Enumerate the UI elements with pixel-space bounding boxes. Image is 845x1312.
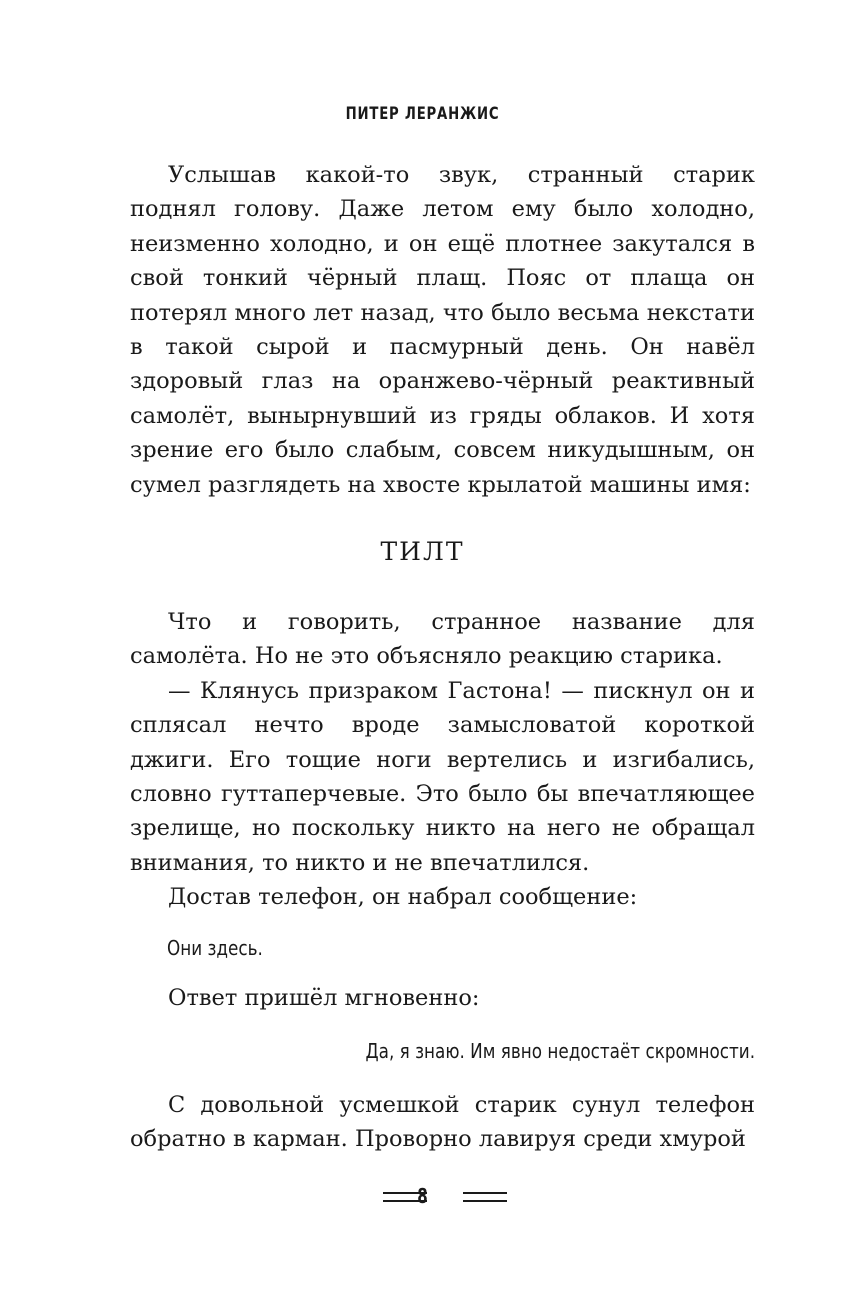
- paragraph-4: Достав телефон, он набрал сообщение:: [168, 884, 638, 911]
- text-block-middle: [130, 605, 755, 915]
- page-number: 8: [417, 1184, 428, 1208]
- paragraph-6: С довольной усмешкой старик сунул телефон обратно в карман. Проворно лавируя среди хмурой: [130, 1092, 755, 1153]
- text-message-sent: Они здесь.: [167, 936, 263, 960]
- text-block-bottom: [130, 1088, 755, 1157]
- page-footer: [0, 1182, 845, 1212]
- text-message-reply: Да, я знаю. Им явно недостаёт скромности.: [365, 1039, 755, 1063]
- running-head: ПИТЕР ЛЕРАНЖИС: [345, 104, 500, 124]
- plane-name-heading: ТИЛТ: [380, 537, 465, 566]
- paragraph-2: Что и говорить, странное название для самолёта. Но не это объясняло реакцию старика.: [130, 609, 755, 670]
- paragraph-1: Услышав какой-то звук, странный старик поднял голову. Даже летом ему было холодно, неизменно холодно, и он ещё плотнее закутался в свой тонкий чёрный плащ. Пояс от плаща он потерял много лет назад, что было весьма некстати в такой сырой и пасмурный день. Он навёл здоровый глаз на оранжево-чёрный реактивный самолёт, вынырнувший из гряды облаков. И хотя зрение его было слабым, совсем никудышным, он сумел разглядеть на хвосте крылатой машины имя:: [130, 162, 755, 498]
- text-block-top: [130, 158, 755, 502]
- paragraph-5: Ответ пришёл мгновенно:: [168, 985, 480, 1011]
- paragraph-3: — Клянусь призраком Гастона! — пискнул он и сплясал нечто вроде замысловатой короткой джиги. Его тощие ноги вертелись и изгибались, словно гуттаперчевые. Это было бы впечатляющее зрелище, но поскольку никто на него не обращал внимания, то никто и не впечатлился.: [130, 677, 755, 876]
